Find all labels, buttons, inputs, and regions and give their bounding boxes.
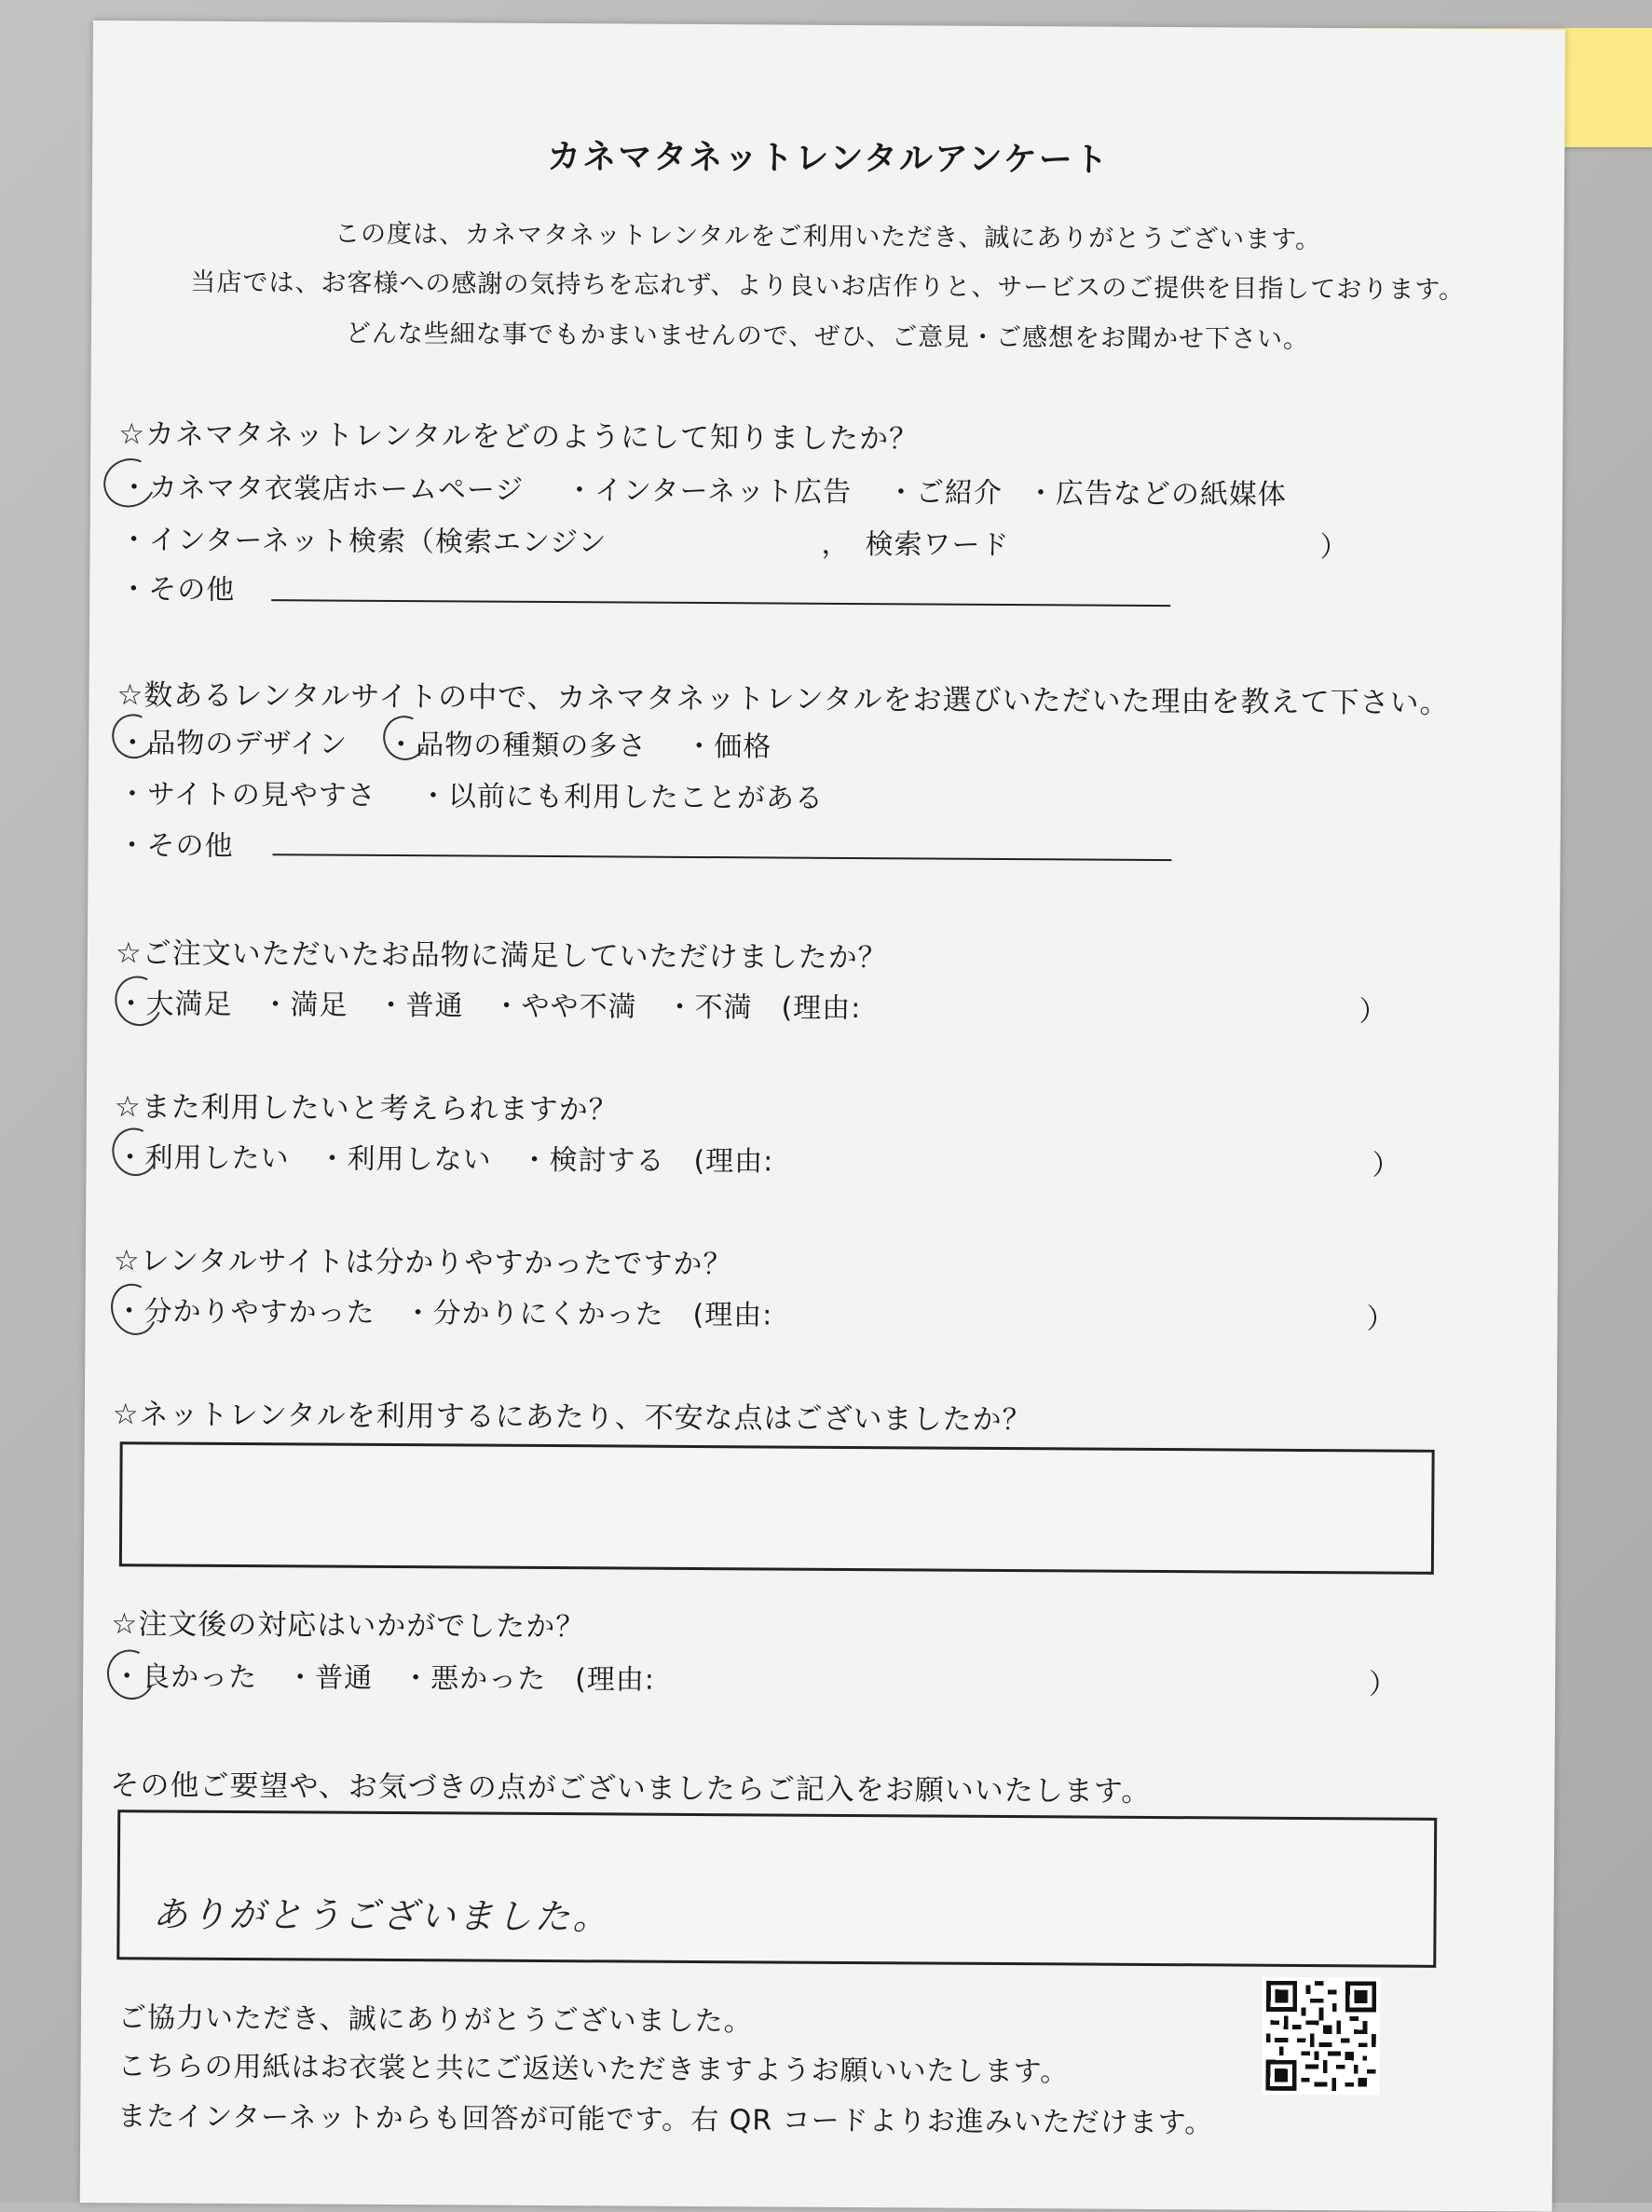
footer-line-3: またインターネットからも回答が可能です。右 QR コードよりお進みいただけます。: [117, 2100, 1214, 2140]
q1-other-line[interactable]: [271, 599, 1170, 607]
q8-question: その他ご要望や、お気づきの点がございましたらご記入をお願いいたします。: [110, 1768, 1152, 1809]
q1-search-close-paren: ）: [1319, 531, 1349, 565]
intro-line-1: この度は、カネマタネットレンタルをご利用いただき、誠にありがとうございます。: [334, 219, 1322, 255]
q1-option-print-media[interactable]: ・広告などの紙媒体: [1026, 477, 1288, 512]
q2-option-site[interactable]: ・サイトの見やすさ: [117, 778, 376, 812]
q1-search-word-label: ， 検索ワード: [821, 527, 1010, 563]
q1-question: ☆カネマタネットレンタルをどのようにして知りましたか？: [118, 417, 920, 457]
q4-close-paren: ）: [1372, 1149, 1401, 1182]
q1-option-other[interactable]: ・その他: [119, 573, 236, 607]
q7-options[interactable]: ・良かった ・普通 ・悪かった (理由:: [113, 1660, 656, 1697]
q4-options[interactable]: ・利用したい ・利用しない ・検討する (理由:: [116, 1141, 774, 1179]
q5-answer-circle: [104, 1277, 164, 1342]
q6-question: ☆ネットレンタルを利用するにあたり、不安な点はございましたか？: [112, 1398, 1032, 1438]
footer-line-1: ご協力いただき、誠にありがとうございました。: [117, 2001, 753, 2039]
q2-option-other[interactable]: ・その他: [117, 829, 234, 863]
q3-close-paren: ）: [1358, 995, 1388, 1029]
qr-code-icon[interactable]: [1262, 1977, 1380, 2096]
q3-question: ☆ご注文いただいたお品物に満足していただけましたか？: [115, 936, 888, 976]
q2-option-variety[interactable]: ・品物の種類の多さ: [387, 728, 648, 763]
q1-option-search[interactable]: ・インターネット検索（検索エンジン: [119, 524, 608, 560]
q6-answer-box[interactable]: [119, 1441, 1435, 1575]
q2-option-design[interactable]: ・品物のデザイン: [118, 727, 348, 761]
q1-option-net-ad[interactable]: ・インターネット広告: [565, 474, 853, 509]
q3-options[interactable]: ・大満足 ・満足 ・普通 ・やや不満 ・不満 (理由:: [116, 988, 862, 1026]
q4-question: ☆また利用したいと考えられますか？: [114, 1090, 619, 1127]
q7-close-paren: ）: [1369, 1668, 1399, 1701]
q2-question: ☆数あるレンタルサイトの中で、カネマタネットレンタルをお選びいただいた理由を教えて下さい。: [116, 678, 1450, 720]
handwritten-answer: ありがとうございました。: [152, 1893, 611, 1938]
q5-close-paren: ）: [1366, 1303, 1396, 1336]
q2-option-used-before[interactable]: ・以前にも利用したことがある: [418, 780, 825, 815]
q2-other-line[interactable]: [273, 853, 1172, 861]
q3-answer-circle: [108, 969, 169, 1032]
q1-option-referral[interactable]: ・ご紹介: [886, 476, 1003, 510]
q8-answer-box[interactable]: [116, 1809, 1437, 1968]
page-title: カネマタネットレンタルアンケート: [547, 137, 1110, 180]
q5-question: ☆レンタルサイトは分かりやすかったですか？: [113, 1244, 733, 1282]
intro-line-3: どんな些細な事でもかまいませんので、ぜひ、ご意見・ご感想をお聞かせ下さい。: [345, 319, 1310, 354]
footer-line-2: こちらの用紙はお衣裳と共にご返送いただきますようお願いいたします。: [117, 2050, 1070, 2089]
q5-options[interactable]: ・分かりやすかった ・分かりにくかった (理由:: [115, 1295, 773, 1332]
q7-question: ☆注文後の対応はいかがでしたか？: [111, 1607, 586, 1645]
survey-sheet: [80, 20, 1565, 2212]
intro-line-2: 当店では、お客様への感謝の気持ちを忘れず、より良いお店作りと、サービスのご提供を目指しております。: [190, 267, 1466, 305]
q1-option-homepage[interactable]: ・カネマタ衣裳店ホームページ: [119, 471, 525, 507]
q2-option-price[interactable]: ・価格: [685, 730, 772, 764]
